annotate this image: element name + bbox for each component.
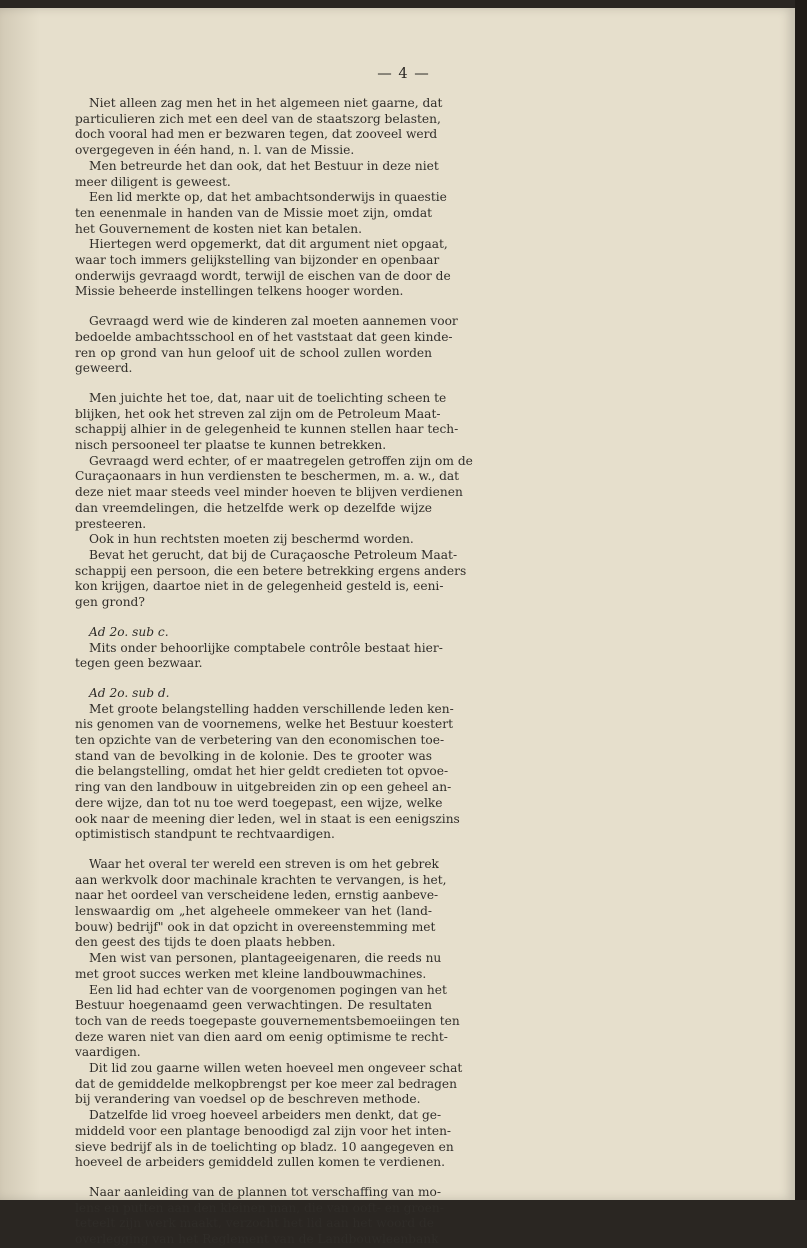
text-line: overlegging van het Reglement van de Landbouwleenbank <box>75 1232 439 1247</box>
text-line: bij verandering van voedsel op de beschreven methode. <box>75 1092 421 1107</box>
text-line: sieve bedrijf als in de toelichting op bladz. 10 aangegeven en <box>75 1139 454 1154</box>
text-line: hoeveel de arbeiders gemiddeld zullen komen te verdienen. <box>75 1155 446 1170</box>
text-line: Men wist van personen, plantageeigenaren, die reeds nu <box>89 951 442 966</box>
text-line: Men betreurde het dan ook, dat het Bestuur in deze niet <box>89 158 439 173</box>
text-line: Met groote belangstelling hadden verschillende leden ken- <box>89 701 454 716</box>
paragraph <box>75 1061 463 1108</box>
text-line: blijken, het ook het streven zal zijn om de Petroleum Maat- <box>75 406 441 421</box>
text-line: deze niet maar steeds veel minder hoeven te blijven verdienen <box>75 485 463 500</box>
text-line: middeld voor een plantage benoodigd zal zijn voor het inten- <box>75 1123 452 1138</box>
text-line: Dit lid zou gaarne willen weten hoeveel men ongeveer schat <box>89 1061 463 1076</box>
text-line: Missie beheerde instellingen telkens hooger worden. <box>75 284 404 299</box>
text-line: ring van den landbouw in uitgebreiden zin op een geheel an- <box>75 780 452 795</box>
paragraph <box>75 158 439 190</box>
text-line: met groot succes werken met kleine landbouwmachines. <box>75 966 427 981</box>
text-line: lenswaardig om „het algeheele ommekeer van het (land- <box>75 904 432 919</box>
paragraph-gap <box>75 611 432 625</box>
text-line: geweerd. <box>75 361 133 376</box>
paragraph <box>75 547 467 611</box>
text-line: die belangstelling, omdat het hier geldt credieten tot opvoe- <box>75 764 449 779</box>
text-line: Ook in hun rechtsten moeten zij beschermd worden. <box>89 532 414 547</box>
text-line: Mits onder behoorlijke comptabele contrôle bestaat hier- <box>89 640 443 655</box>
text-line: dere wijze, dan tot nu toe werd toegepast, een wijze, welke <box>75 795 443 810</box>
text-line: Hiertegen werd opgemerkt, dat dit argument niet opgaat, <box>89 237 448 252</box>
text-line: dat de gemiddelde melkopbrengst per koe meer zal bedragen <box>75 1076 457 1091</box>
text-line: particulieren zich met een deel van de staatszorg belasten, <box>75 111 441 126</box>
page-spine-shadow <box>0 8 40 1200</box>
text-line: Niet alleen zag men het in het algemeen niet gaarne, dat <box>89 96 443 110</box>
text-line: den geest des tijds te doen plaats hebben. <box>75 935 336 950</box>
text-line: Men juichte het toe, dat, naar uit de toelichting scheen te <box>89 390 447 405</box>
paragraph <box>75 532 432 548</box>
text-line: waar toch immers gelijkstelling van bijzonder en openbaar <box>75 253 440 268</box>
text-line: Curaçaonaars in hun verdiensten te beschermen, m. a. w., dat <box>75 469 460 484</box>
text-line: bouw) bedrijf" ook in dat opzicht in overeenstemming met <box>75 919 436 934</box>
text-line: gen grond? <box>75 595 145 610</box>
text-line: schappij een persoon, die een betere betrekking ergens anders <box>75 563 467 578</box>
text-line: optimistisch standpunt te rechtvaardigen. <box>75 827 335 842</box>
text-line: overgegeven in één hand, n. l. van de Missie. <box>75 143 355 158</box>
text-line: Datzelfde lid vroeg hoeveel arbeiders men denkt, dat ge- <box>89 1108 442 1123</box>
paragraph-gap <box>75 300 432 314</box>
text-line: nis genomen van de voornemens, welke het Bestuur koestert <box>75 717 453 732</box>
text-line: ten eenenmale in handen van de Missie moet zijn, omdat <box>75 205 432 220</box>
text-line: presteeren. <box>75 516 147 531</box>
text-line: Een lid had echter van de voorgenomen pogingen van het <box>89 982 447 997</box>
text-line: bedoelde ambachtsschool en of het vaststaat dat geen kinde- <box>75 329 453 344</box>
text-line: Gevraagd werd echter, of er maatregelen getroffen zijn om de <box>89 453 473 468</box>
paragraph-gap <box>75 843 432 857</box>
text-line: stand van de bevolking in de kolonie. Des te grooter was <box>75 748 432 763</box>
text-line: Een lid merkte op, dat het ambachtsonderwijs in quaestie <box>89 190 447 205</box>
paragraph <box>75 237 451 300</box>
paragraph <box>75 314 458 377</box>
section-heading: Ad 2o. sub c. <box>89 624 169 639</box>
paragraph <box>75 96 443 159</box>
paragraph <box>75 982 460 1062</box>
text-line: schappij alhier in de gelegenheid te kunnen stellen haar tech- <box>75 422 459 437</box>
text-line: meer diligent is geweest. <box>75 174 231 189</box>
text-line: onderwijs gevraagd wordt, terwijl de eischen van de door de <box>75 268 451 283</box>
text-line: nisch persooneel ter plaatse te kunnen betrekken. <box>75 438 387 453</box>
text-line: aan werkvolk door machinale krachten te vervangen, is het, <box>75 872 447 887</box>
paragraph <box>75 453 473 533</box>
paragraph <box>75 1185 444 1248</box>
page-number: — 4 — <box>377 66 430 82</box>
text-line: tegen geen bezwaar. <box>75 656 203 671</box>
paragraph <box>75 640 443 672</box>
text-line: deze waren niet van dien aard om eenig optimisme te recht- <box>75 1029 448 1044</box>
section-heading: Ad 2o. sub d. <box>89 685 170 700</box>
body-text <box>75 96 473 1248</box>
text-line: ook naar de meening dier leden, wel in staat is een eenigszins <box>75 811 460 826</box>
paragraph-gap <box>75 377 432 391</box>
paragraph <box>75 701 460 843</box>
text-line: naar het oordeel van verscheidene leden, ernstig aanbeve- <box>75 888 439 903</box>
text-line: doch vooral had men er bezwaren tegen, dat zooveel werd <box>75 127 438 142</box>
text-line: vaardigen. <box>75 1045 141 1060</box>
paragraph <box>75 390 459 454</box>
text-line: dan vreemdelingen, die hetzelfde werk op dezelfde wijze <box>75 500 432 515</box>
text-line: Gevraagd werd wie de kinderen zal moeten aannemen voor <box>89 314 458 329</box>
text-line: teteelt zijn werk maakt, verzocht het lid aan het woord de <box>75 1216 434 1231</box>
text-line: toch van de reeds toegepaste gouvernementsbemoeiingen ten <box>75 1013 460 1028</box>
text-line: ren op grond van hun geloof uit de school zullen worden <box>75 345 432 360</box>
text-line: lens en putten aan den kleinen man, die van ooft- en groen- <box>75 1200 444 1215</box>
paragraph <box>75 1108 454 1171</box>
text-line: ten opzichte van de verbetering van den economischen toe- <box>75 733 445 748</box>
paragraph <box>75 190 447 237</box>
page-edge <box>795 0 807 1200</box>
text-line: het Gouvernement de kosten niet kan betalen. <box>75 221 362 236</box>
text-line: Bestuur hoegenaamd geen verwachtingen. De resultaten <box>75 998 432 1013</box>
text-line: kon krijgen, daartoe niet in de gelegenheid gesteld is, eeni- <box>75 579 444 594</box>
paragraph <box>75 951 442 982</box>
text-line: Waar het overal ter wereld een streven is om het gebrek <box>89 856 439 871</box>
paragraph-gap <box>75 1171 432 1185</box>
paragraph-gap <box>75 672 432 686</box>
text-line: Bevat het gerucht, dat bij de Curaçaosche Petroleum Maat- <box>89 547 458 562</box>
paragraph <box>75 856 447 951</box>
text-line: Naar aanleiding van de plannen tot verschaffing van mo- <box>89 1185 441 1199</box>
